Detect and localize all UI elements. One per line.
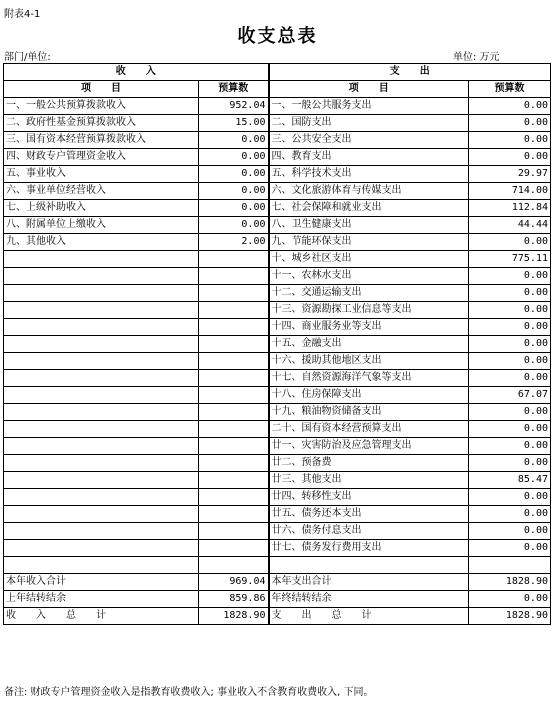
expense-item-name: 廿六、债务付息支出 [269, 523, 469, 540]
income-item-name [4, 404, 199, 421]
expense-item-value: 0.00 [469, 523, 551, 540]
expense-item-name: 十一、农林水支出 [269, 268, 469, 285]
income-total-value: 1828.90 [199, 608, 269, 625]
grand-total-row [4, 608, 551, 625]
table-row [4, 149, 551, 166]
table-row [4, 336, 551, 353]
expense-item-value: 0.00 [469, 268, 551, 285]
income-item-name [4, 370, 199, 387]
table-row [4, 404, 551, 421]
expense-item-name: 十九、粮油物资储备支出 [269, 404, 469, 421]
expense-total-value: 1828.90 [469, 608, 551, 625]
income-item-header: 项 目 [4, 81, 199, 98]
table-row [4, 268, 551, 285]
income-item-name [4, 302, 199, 319]
spacer-cell [469, 557, 551, 574]
expense-total-label: 本年支出合计 [269, 574, 469, 591]
income-item-name [4, 336, 199, 353]
income-item-name [4, 387, 199, 404]
income-item-name: 七、上级补助收入 [4, 200, 199, 217]
income-item-name [4, 472, 199, 489]
table-row [4, 115, 551, 132]
table-row [4, 540, 551, 557]
expense-item-name: 十六、援助其他地区支出 [269, 353, 469, 370]
table-row [4, 285, 551, 302]
income-item-value [199, 336, 269, 353]
income-item-name: 九、其他收入 [4, 234, 199, 251]
expense-item-value: 112.84 [469, 200, 551, 217]
expense-item-name: 十二、交通运输支出 [269, 285, 469, 302]
income-item-value [199, 268, 269, 285]
expense-item-name: 十三、资源勘探工业信息等支出 [269, 302, 469, 319]
expense-item-name: 十、城乡社区支出 [269, 251, 469, 268]
spacer-cell [4, 557, 199, 574]
table-row [4, 489, 551, 506]
income-item-name: 二、政府性基金预算拨款收入 [4, 115, 199, 132]
expense-item-value: 0.00 [469, 336, 551, 353]
expense-item-name: 十八、住房保障支出 [269, 387, 469, 404]
income-item-value: 0.00 [199, 183, 269, 200]
expense-item-name: 八、卫生健康支出 [269, 217, 469, 234]
expense-item-value: 0.00 [469, 319, 551, 336]
department-label: 部门/单位: [4, 52, 51, 63]
attachment-label: 附表4-1 [4, 9, 41, 20]
income-item-value [199, 285, 269, 302]
income-item-value: 0.00 [199, 149, 269, 166]
expense-total-label: 年终结转结余 [269, 591, 469, 608]
table-row [4, 353, 551, 370]
expense-item-name: 廿二、预备费 [269, 455, 469, 472]
expense-item-value: 0.00 [469, 455, 551, 472]
expense-item-value: 775.11 [469, 251, 551, 268]
expense-item-name: 十五、金融支出 [269, 336, 469, 353]
income-item-value [199, 302, 269, 319]
income-item-name: 六、事业单位经营收入 [4, 183, 199, 200]
income-total-label: 本年收入合计 [4, 574, 199, 591]
income-item-name [4, 489, 199, 506]
expense-item-value: 29.97 [469, 166, 551, 183]
expense-item-name: 二、国防支出 [269, 115, 469, 132]
income-item-value: 15.00 [199, 115, 269, 132]
income-item-value: 0.00 [199, 200, 269, 217]
expense-item-name: 三、公共安全支出 [269, 132, 469, 149]
table-row [4, 251, 551, 268]
income-item-name [4, 251, 199, 268]
income-total-label: 收 入 总 计 [4, 608, 199, 625]
expense-total-value: 0.00 [469, 591, 551, 608]
income-item-value [199, 540, 269, 557]
expense-item-value: 44.44 [469, 217, 551, 234]
expense-item-value: 0.00 [469, 506, 551, 523]
table-row [4, 132, 551, 149]
budget-table [3, 63, 551, 625]
spacer-cell [199, 557, 269, 574]
income-item-value [199, 387, 269, 404]
expense-item-value: 0.00 [469, 438, 551, 455]
income-item-value [199, 506, 269, 523]
table-row [4, 302, 551, 319]
income-item-value: 0.00 [199, 166, 269, 183]
income-item-name [4, 319, 199, 336]
table-row [4, 166, 551, 183]
expense-item-value: 0.00 [469, 234, 551, 251]
expense-budget-header: 预算数 [469, 81, 551, 98]
table-row [4, 523, 551, 540]
income-item-name [4, 523, 199, 540]
income-item-name: 五、事业收入 [4, 166, 199, 183]
spacer-row [4, 557, 551, 574]
income-item-name [4, 455, 199, 472]
expense-item-name: 六、文化旅游体育与传媒支出 [269, 183, 469, 200]
expense-item-name: 九、节能环保支出 [269, 234, 469, 251]
expense-item-name: 一、一般公共服务支出 [269, 98, 469, 115]
income-item-value [199, 438, 269, 455]
income-total-value: 969.04 [199, 574, 269, 591]
table-row [4, 234, 551, 251]
expense-item-name: 十七、自然资源海洋气象等支出 [269, 370, 469, 387]
spacer-cell [269, 557, 469, 574]
income-item-value: 0.00 [199, 217, 269, 234]
table-row [4, 438, 551, 455]
expense-item-value: 0.00 [469, 115, 551, 132]
expense-item-value: 0.00 [469, 149, 551, 166]
expense-item-name: 五、科学技术支出 [269, 166, 469, 183]
expense-item-name: 廿四、转移性支出 [269, 489, 469, 506]
income-item-value [199, 455, 269, 472]
expense-section-header: 支 出 [269, 64, 551, 81]
income-item-name: 四、财政专户管理资金收入 [4, 149, 199, 166]
page-title: 收支总表 [237, 26, 318, 47]
income-item-name: 三、国有资本经营预算拨款收入 [4, 132, 199, 149]
expense-item-value: 0.00 [469, 421, 551, 438]
expense-item-name: 廿五、债务还本支出 [269, 506, 469, 523]
table-row [4, 319, 551, 336]
income-item-name [4, 421, 199, 438]
expense-item-value: 0.00 [469, 98, 551, 115]
income-budget-header: 预算数 [199, 81, 269, 98]
expense-total-value: 1828.90 [469, 574, 551, 591]
income-item-value [199, 489, 269, 506]
income-item-value [199, 472, 269, 489]
expense-item-name: 廿七、债务发行费用支出 [269, 540, 469, 557]
income-item-name [4, 353, 199, 370]
table-row [4, 472, 551, 489]
expense-total-label: 支 出 总 计 [269, 608, 469, 625]
expense-item-value: 0.00 [469, 285, 551, 302]
expense-item-value: 0.00 [469, 132, 551, 149]
income-item-value [199, 319, 269, 336]
expense-item-value: 0.00 [469, 489, 551, 506]
expense-item-value: 67.07 [469, 387, 551, 404]
expense-item-value: 714.00 [469, 183, 551, 200]
expense-item-header: 项 目 [269, 81, 469, 98]
footnote: 备注: 财政专户管理资金收入是指教育收费收入; 事业收入不含教育收费收入, 下同。 [4, 687, 374, 698]
carryover-row [4, 591, 551, 608]
income-item-value [199, 421, 269, 438]
income-item-name [4, 506, 199, 523]
table-row [4, 98, 551, 115]
income-item-value: 952.04 [199, 98, 269, 115]
table-row [4, 387, 551, 404]
table-row [4, 421, 551, 438]
expense-item-name: 二十、国有资本经营预算支出 [269, 421, 469, 438]
income-section-header: 收 入 [4, 64, 269, 81]
expense-item-value: 0.00 [469, 404, 551, 421]
income-item-value [199, 523, 269, 540]
income-item-name: 八、附属单位上缴收入 [4, 217, 199, 234]
income-item-name [4, 285, 199, 302]
income-item-value: 2.00 [199, 234, 269, 251]
table-row [4, 183, 551, 200]
income-item-value [199, 404, 269, 421]
expense-item-value: 0.00 [469, 302, 551, 319]
expense-item-name: 廿三、其他支出 [269, 472, 469, 489]
income-item-value: 0.00 [199, 132, 269, 149]
expense-item-name: 廿一、灾害防治及应急管理支出 [269, 438, 469, 455]
income-item-name [4, 540, 199, 557]
income-item-name [4, 438, 199, 455]
expense-item-value: 0.00 [469, 353, 551, 370]
expense-item-value: 0.00 [469, 370, 551, 387]
table-row [4, 217, 551, 234]
income-total-label: 上年结转结余 [4, 591, 199, 608]
income-item-name: 一、一般公共预算拨款收入 [4, 98, 199, 115]
income-item-value [199, 370, 269, 387]
income-item-name [4, 268, 199, 285]
table-row [4, 370, 551, 387]
income-item-value [199, 353, 269, 370]
expense-item-name: 七、社会保障和就业支出 [269, 200, 469, 217]
expense-item-value: 0.00 [469, 540, 551, 557]
table-row [4, 200, 551, 217]
unit-label: 单位: 万元 [453, 52, 500, 63]
expense-item-name: 十四、商业服务业等支出 [269, 319, 469, 336]
income-total-value: 859.86 [199, 591, 269, 608]
expense-item-value: 85.47 [469, 472, 551, 489]
income-item-value [199, 251, 269, 268]
expense-item-name: 四、教育支出 [269, 149, 469, 166]
table-row [4, 506, 551, 523]
year-total-row [4, 574, 551, 591]
table-row [4, 455, 551, 472]
